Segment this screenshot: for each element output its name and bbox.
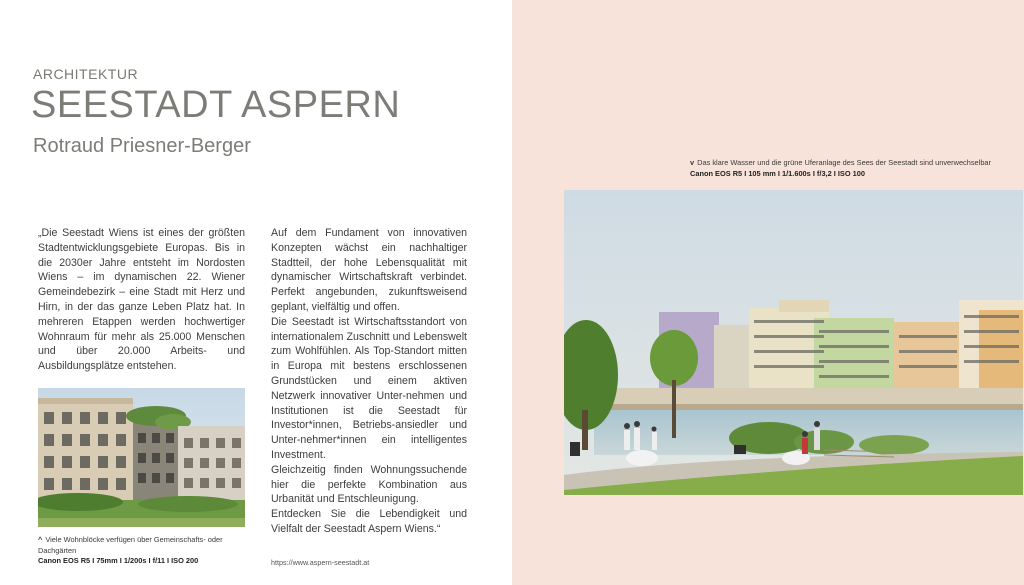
caption-right-meta: Canon EOS R5 I 105 mm I 1/1.600s I f/3,2 I ISO 100 bbox=[690, 168, 865, 178]
caption-left-text: Viele Wohnblöcke verfügen über Gemeinschafts- oder Dachgärten bbox=[38, 535, 223, 555]
column-one-paragraph: „Die Seestadt Wiens ist eines der größten Stadtentwicklungsgebiete Europas. Bis in die 2030er Jahre entsteht im Nordosten Wiens – im dynamischen 22. Wiener Gemeindebezirk – eine Stadt mit Herz und Hirn, in der das ganze Leben Platz hat. In mehreren Etappen werden hochwertiger Wohnraum für mehr als 25.000 Menschen und über 20.000 Arbeits- und Ausbildungsplätze entstehen. bbox=[38, 227, 245, 373]
caption-right-photo bbox=[690, 158, 1020, 179]
page-title: SEESTADT ASPERN bbox=[31, 84, 401, 126]
text-column-two bbox=[271, 226, 467, 537]
author-name: Rotraud Priesner-Berger bbox=[33, 135, 251, 157]
photo-residential-blocks bbox=[38, 388, 245, 527]
footer-url-link[interactable]: https://www.aspern-seestadt.at bbox=[271, 558, 370, 567]
section-label: ARCHITEKTUR bbox=[33, 66, 139, 82]
column-two-paragraph-2: Die Seestadt ist Wirtschaftsstandort von internationalem Zuschnitt und Lebenswelt zum Wohlfühlen. Als Top-Standort mitten in Europa mit bestens erschlossenen Grundstücken und einem aktiven Netzwerk innovativer Unter-nehmen und Institutionen ist die Seestadt für Investor*innen, Betriebs-ansiedler und Unter-nehmer*innen ein intelligentes Investment. bbox=[271, 315, 467, 461]
photo-lake-waterfront bbox=[564, 190, 1023, 495]
column-two-paragraph-4: Entdecken Sie die Lebendigkeit und Vielfalt der Seestadt Aspern Wiens.“ bbox=[271, 508, 467, 535]
caption-right-text: Das klare Wasser und die grüne Uferanlage des Sees der Seestadt sind unverwechselbar bbox=[697, 158, 991, 167]
column-two-paragraph-3: Gleichzeitig finden Wohnungssuchende hier die perfekte Kombination aus Urbanität und Entschleunigung. bbox=[271, 463, 467, 506]
caption-right-text-line bbox=[690, 158, 1020, 169]
caption-left-text-line bbox=[38, 535, 248, 556]
lake-waterfront-illustration bbox=[564, 190, 1023, 495]
caption-left-photo bbox=[38, 535, 248, 567]
chevron-up-icon: ^ bbox=[38, 535, 43, 544]
text-column-one bbox=[38, 226, 245, 374]
residential-blocks-illustration bbox=[38, 388, 245, 527]
column-two-paragraph-1: Auf dem Fundament von innovativen Konzepten wächst ein nachhaltiger Stadtteil, der hohe Lebensqualität mit dynamischer Wirtschaftskraft verbindet. Perfekt angebunden, zukunftsweisend geplant, vielfältig und offen. bbox=[271, 227, 467, 313]
caption-left-meta: Canon EOS R5 I 75mm I 1/200s I f/11 I ISO 200 bbox=[38, 556, 199, 565]
chevron-down-icon: v bbox=[690, 158, 695, 167]
